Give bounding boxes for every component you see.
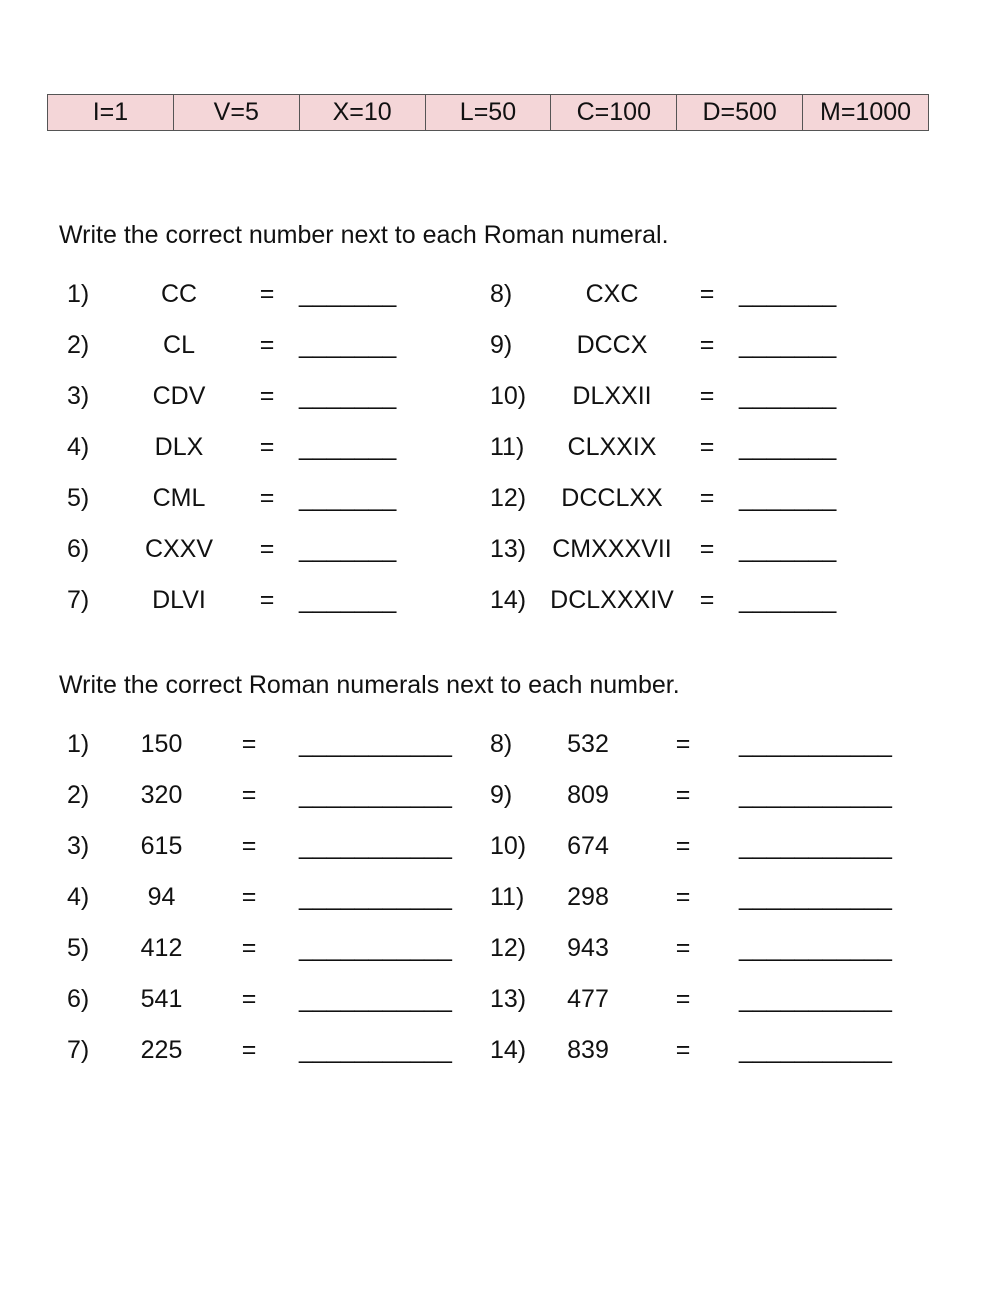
equals-sign: = [699,535,715,563]
equals-sign: = [241,985,257,1013]
answer-blank[interactable]: ___________ [299,934,452,962]
exercise-row [67,584,467,616]
exercise-row [67,380,467,412]
exercise-value: 532 [567,730,609,758]
equals-sign: = [241,934,257,962]
equals-sign: = [675,781,691,809]
exercise-number: 5) [67,934,90,962]
exercise-row [490,1034,910,1066]
answer-blank[interactable]: _______ [299,586,397,614]
exercise-row [67,278,467,310]
exercise-row [490,830,910,862]
equals-sign: = [241,730,257,758]
exercise-row [67,881,487,913]
exercise-number: 3) [67,832,90,860]
exercise-row [67,1034,487,1066]
exercise-row [490,983,910,1015]
exercise-row [67,932,487,964]
answer-blank[interactable]: ___________ [299,832,452,860]
exercise-row [67,983,487,1015]
exercise-value: 298 [567,883,609,911]
exercise-row [490,482,890,514]
exercise-value: DLVI [152,586,206,614]
exercise-number: 6) [67,535,90,563]
answer-blank[interactable]: _______ [739,484,837,512]
exercise-row [67,830,487,862]
exercise-value: CXXV [144,535,214,563]
exercise-number: 1) [67,730,90,758]
exercise-value: 809 [567,781,609,809]
answer-blank[interactable]: ___________ [739,1036,892,1064]
exercise-number: 11) [490,883,525,911]
exercise-number: 13) [490,535,527,563]
exercise-number: 1) [67,280,90,308]
exercise-number: 7) [67,586,90,614]
equals-sign: = [259,535,275,563]
exercise-number: 10) [490,832,527,860]
equals-sign: = [241,883,257,911]
answer-blank[interactable]: ___________ [299,985,452,1013]
equals-sign: = [675,985,691,1013]
exercise-value: 615 [140,832,183,860]
section2-instruction: Write the correct Roman numerals next to each number. [59,671,680,699]
answer-blank[interactable]: _______ [739,535,837,563]
exercise-value: 839 [567,1036,609,1064]
answer-blank[interactable]: _______ [739,280,837,308]
exercise-row [490,779,910,811]
exercise-number: 4) [67,433,90,461]
exercise-value: 412 [140,934,183,962]
answer-blank[interactable]: _______ [739,433,837,461]
answer-blank[interactable]: _______ [299,280,397,308]
exercise-row [67,779,487,811]
exercise-value: 541 [140,985,183,1013]
exercise-value: DLXXII [572,382,652,410]
exercise-value: CLXXIX [567,433,657,461]
answer-blank[interactable]: _______ [739,586,837,614]
equals-sign: = [241,1036,257,1064]
exercise-value: DCCX [576,331,648,359]
exercise-number: 8) [490,730,513,758]
exercise-value: CMXXXVII [552,535,672,563]
roman-key-table [47,94,929,131]
exercise-row [490,932,910,964]
exercise-number: 4) [67,883,90,911]
exercise-value: 477 [567,985,609,1013]
answer-blank[interactable]: ___________ [299,1036,452,1064]
equals-sign: = [259,586,275,614]
equals-sign: = [675,832,691,860]
equals-sign: = [675,934,691,962]
equals-sign: = [675,1036,691,1064]
answer-blank[interactable]: ___________ [739,832,892,860]
exercise-row [490,728,910,760]
exercise-number: 9) [490,781,513,809]
exercise-number: 10) [490,382,527,410]
equals-sign: = [259,433,275,461]
exercise-value: DCCLXX [561,484,663,512]
equals-sign: = [241,781,257,809]
exercise-value: CDV [152,382,206,410]
exercise-value: 943 [567,934,609,962]
exercise-value: 320 [140,781,183,809]
exercise-row [490,533,890,565]
equals-sign: = [699,586,715,614]
key-cell: D=500 [677,95,803,131]
equals-sign: = [241,832,257,860]
exercise-row [490,380,890,412]
answer-blank[interactable]: _______ [739,331,837,359]
exercise-number: 12) [490,934,527,962]
exercise-value: 225 [140,1036,183,1064]
section1-instruction: Write the correct number next to each Roman numeral. [59,221,669,249]
exercise-number: 5) [67,484,90,512]
key-cell: M=1000 [803,95,929,131]
exercise-value: 150 [140,730,183,758]
answer-blank[interactable]: ___________ [739,730,892,758]
key-cell: L=50 [425,95,551,131]
equals-sign: = [259,331,275,359]
exercise-number: 2) [67,331,90,359]
exercise-row [67,482,467,514]
roman-key-row [48,95,929,131]
exercise-row [490,881,910,913]
exercise-number: 9) [490,331,513,359]
equals-sign: = [259,382,275,410]
equals-sign: = [259,484,275,512]
exercise-number: 14) [490,1036,527,1064]
equals-sign: = [699,280,715,308]
exercise-row [67,329,467,361]
answer-blank[interactable]: ___________ [739,883,892,911]
answer-blank[interactable]: ___________ [299,781,452,809]
exercise-number: 6) [67,985,90,1013]
equals-sign: = [259,280,275,308]
equals-sign: = [699,433,715,461]
equals-sign: = [699,382,715,410]
exercise-row [490,584,890,616]
answer-blank[interactable]: _______ [299,382,397,410]
answer-blank[interactable]: _______ [299,484,397,512]
exercise-value: DLX [154,433,204,461]
exercise-number: 3) [67,382,90,410]
exercise-value: 94 [147,883,176,911]
equals-sign: = [675,730,691,758]
exercise-value: CXC [585,280,639,308]
answer-blank[interactable]: _______ [299,433,397,461]
answer-blank[interactable]: _______ [299,535,397,563]
answer-blank[interactable]: _______ [299,331,397,359]
answer-blank[interactable]: ___________ [299,883,452,911]
exercise-value: CL [163,331,195,359]
equals-sign: = [699,331,715,359]
answer-blank[interactable]: ___________ [299,730,452,758]
exercise-row [67,431,467,463]
exercise-value: CC [160,280,198,308]
exercise-number: 13) [490,985,527,1013]
key-cell: I=1 [48,95,174,131]
exercise-number: 11) [490,433,525,461]
exercise-row [67,533,467,565]
exercise-value: DCLXXXIV [550,586,674,614]
key-cell: V=5 [173,95,299,131]
exercise-number: 12) [490,484,527,512]
answer-blank[interactable]: ___________ [739,934,892,962]
exercise-row [490,329,890,361]
key-cell: C=100 [551,95,677,131]
exercise-number: 2) [67,781,90,809]
exercise-value: CML [152,484,206,512]
exercise-row [67,728,487,760]
exercise-number: 7) [67,1036,90,1064]
key-cell: X=10 [299,95,425,131]
answer-blank[interactable]: ___________ [739,985,892,1013]
answer-blank[interactable]: ___________ [739,781,892,809]
exercise-row [490,278,890,310]
exercise-row [490,431,890,463]
exercise-number: 8) [490,280,513,308]
exercise-number: 14) [490,586,527,614]
answer-blank[interactable]: _______ [739,382,837,410]
equals-sign: = [699,484,715,512]
equals-sign: = [675,883,691,911]
exercise-value: 674 [567,832,609,860]
